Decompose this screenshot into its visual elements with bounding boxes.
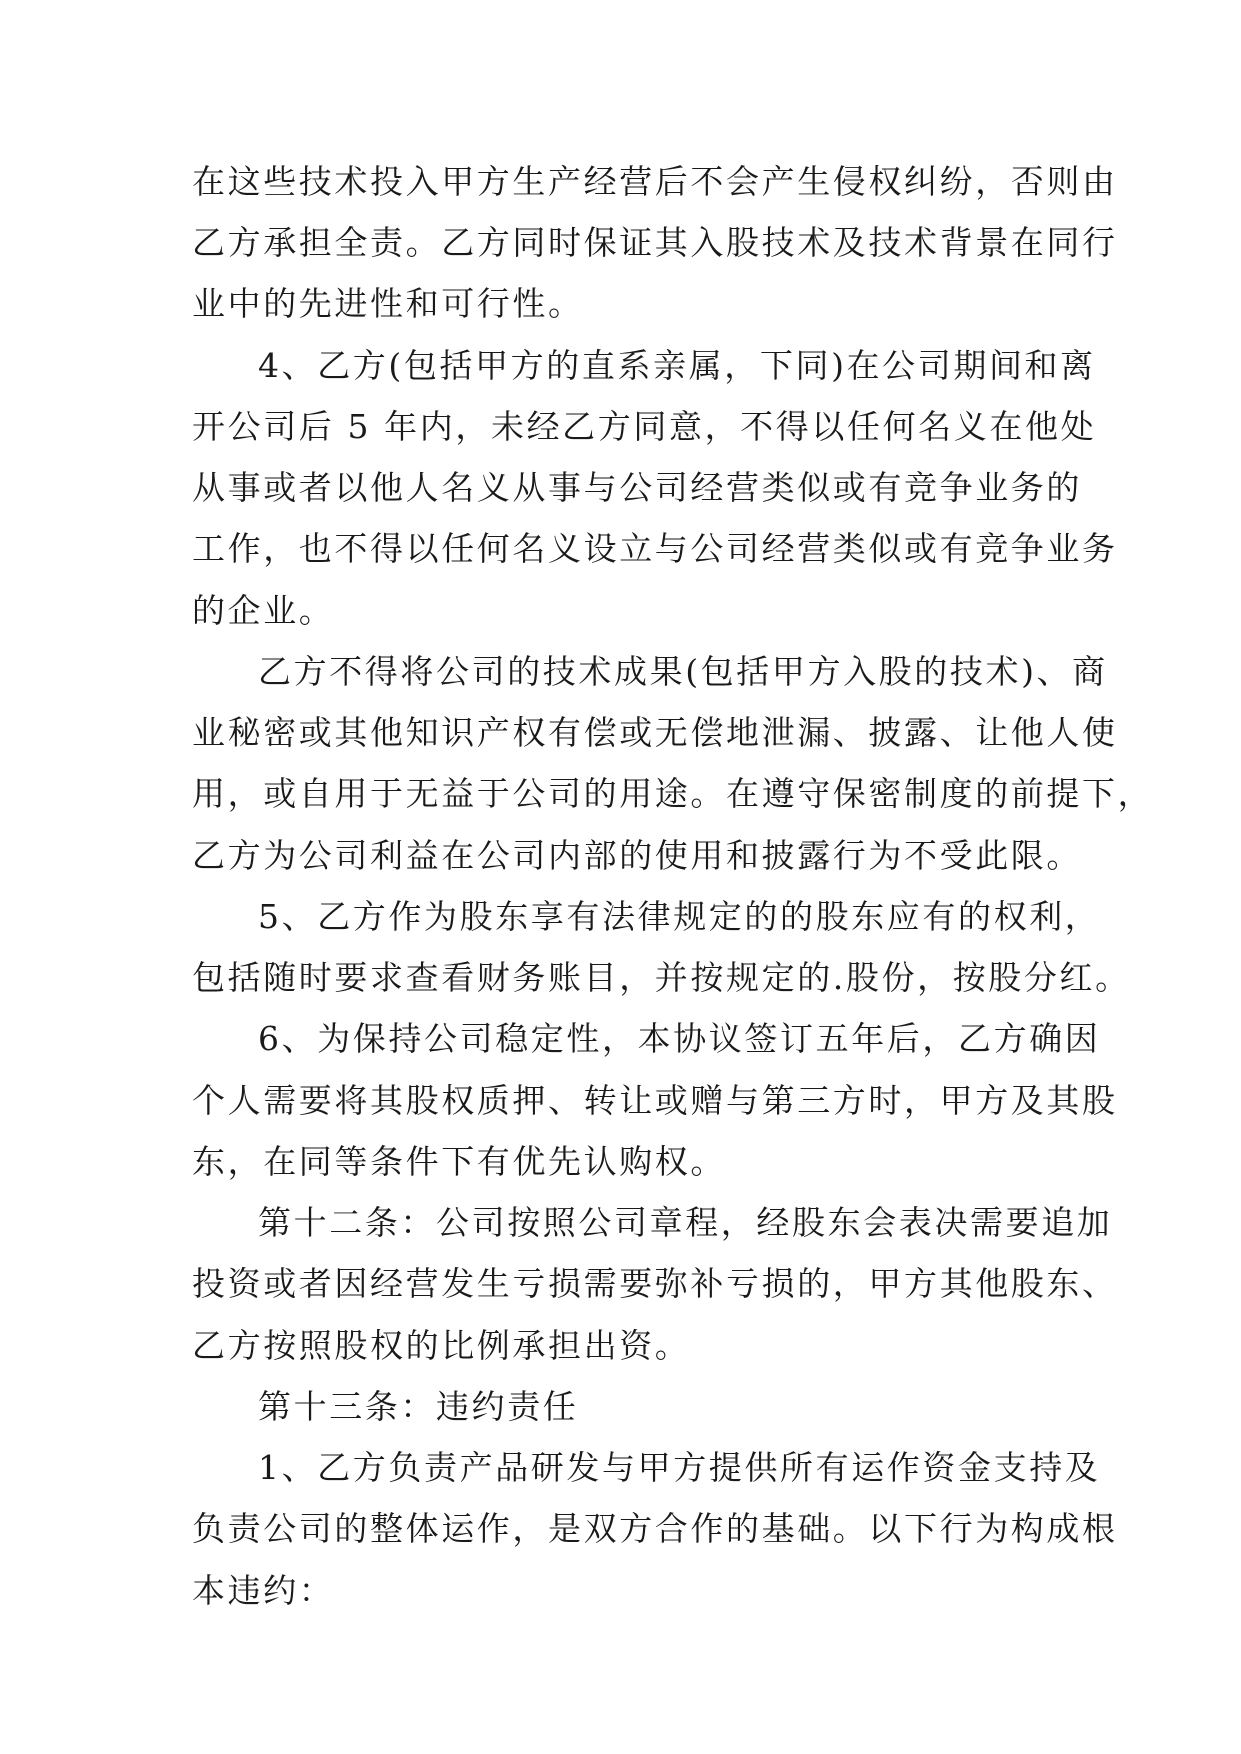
text-line: 6、为保持公司稳定性，本协议签订五年后，乙方确因 <box>258 1019 1101 1058</box>
text-line: 5、乙方作为股东享有法律规定的的股东应有的权利， <box>258 897 1101 936</box>
text-line: 乙方按照股权的比例承担出资。 <box>192 1326 691 1365</box>
text-line: 4、乙方(包括甲方的直系亲属，下同)在公司期间和离 <box>258 346 1096 385</box>
text-line: 乙方不得将公司的技术成果(包括甲方入股的技术)、商 <box>258 652 1108 691</box>
text-line: 负责公司的整体运作，是双方合作的基础。以下行为构成根 <box>192 1509 1118 1548</box>
text-line: 1、乙方负责产品研发与甲方提供所有运作资金支持及 <box>258 1448 1101 1487</box>
text-line: 开公司后 5 年内，未经乙方同意，不得以任何名义在他处 <box>192 407 1097 446</box>
text-line: 东，在同等条件下有优先认购权。 <box>192 1142 726 1181</box>
text-line: 业秘密或其他知识产权有偿或无偿地泄漏、披露、让他人使 <box>192 713 1118 752</box>
text-line: 本违约： <box>192 1571 335 1610</box>
text-line: 工作，也不得以任何名义设立与公司经营类似或有竞争业务 <box>192 529 1118 568</box>
text-line: 用，或自用于无益于公司的用途。在遵守保密制度的前提下， <box>192 774 1154 813</box>
text-line: 包括随时要求查看财务账目，并按规定的.股份，按股分红。 <box>192 958 1131 997</box>
text-line: 乙方承担全责。乙方同时保证其入股技术及技术背景在同行 <box>192 223 1118 262</box>
text-line: 业中的先进性和可行性。 <box>192 284 584 323</box>
text-line: 投资或者因经营发生亏损需要弥补亏损的，甲方其他股东、 <box>192 1264 1118 1303</box>
text-line: 第十二条：公司按照公司章程，经股东会表决需要追加 <box>258 1203 1113 1242</box>
text-line: 从事或者以他人名义从事与公司经营类似或有竞争业务的 <box>192 468 1082 507</box>
text-line: 的企业。 <box>192 591 335 630</box>
text-line: 乙方为公司利益在公司内部的使用和披露行为不受此限。 <box>192 836 1082 875</box>
text-line: 第十三条：违约责任 <box>258 1387 579 1426</box>
text-line: 在这些技术投入甲方生产经营后不会产生侵权纠纷，否则由 <box>192 162 1118 201</box>
text-line: 个人需要将其股权质押、转让或赠与第三方时，甲方及其股 <box>192 1081 1118 1120</box>
